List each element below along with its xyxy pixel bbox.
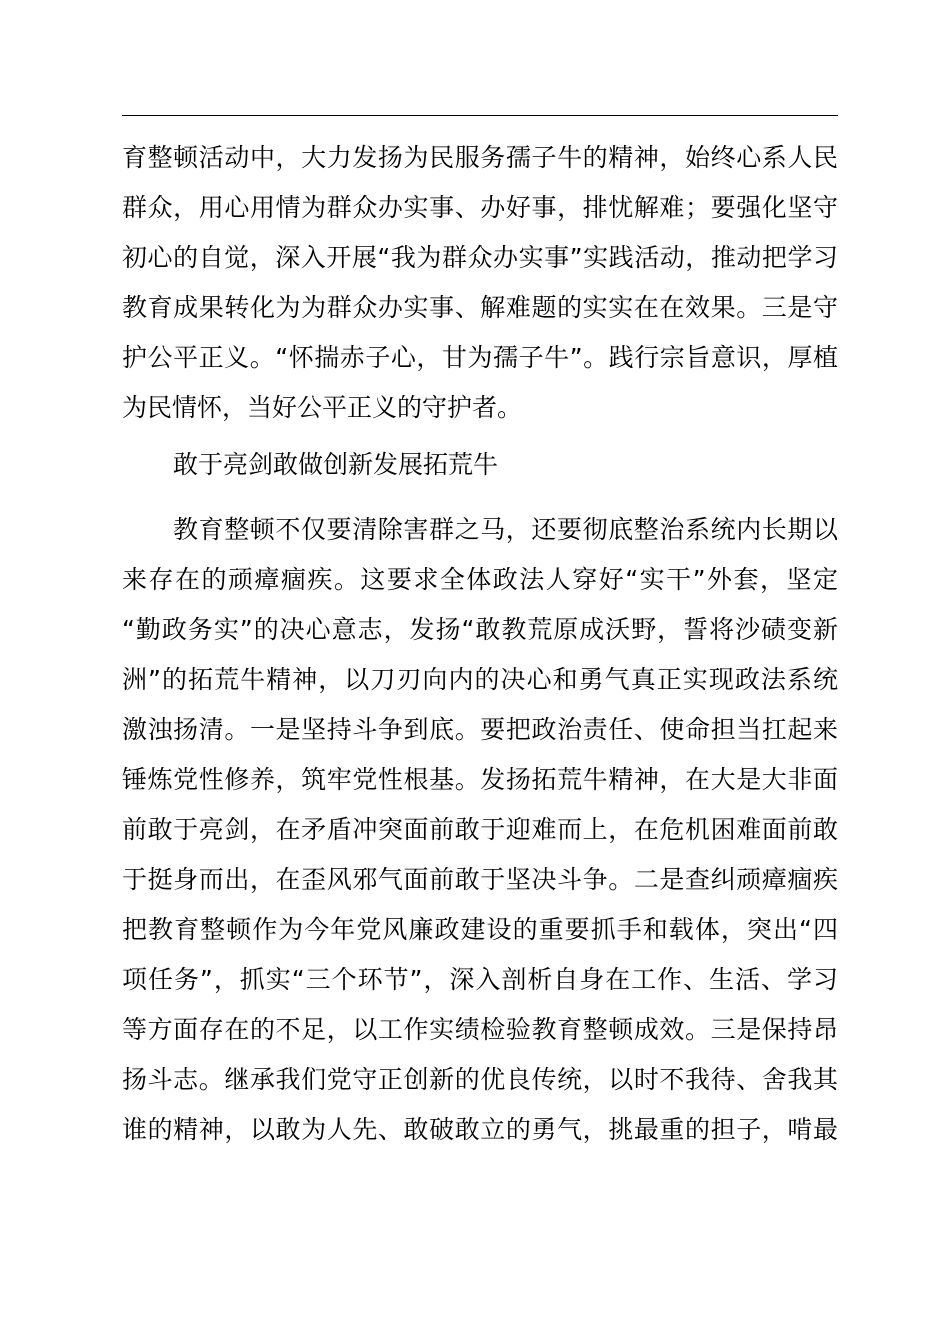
paragraph-line: 初心的自觉，深入开展“我为群众办实事”实践活动，推动把学习: [122, 243, 838, 272]
paragraph-line: 来存在的顽瘴痼疾。这要求全体政法人穿好“实干”外套，坚定: [122, 565, 838, 594]
paragraph-line: 扬斗志。继承我们党守正创新的优良传统，以时不我待、舍我其: [122, 1065, 838, 1094]
paragraph-continued: [122, 133, 838, 433]
paragraph-line: “勤政务实”的决心意志，发扬“敢教荒原成沃野，誓将沙碛变新: [122, 615, 838, 644]
paragraph-line: 锤炼党性修养，筑牢党性根基。发扬拓荒牛精神，在大是大非面: [122, 765, 838, 794]
paragraph-line: 等方面存在的不足，以工作实绩检验教育整顿成效。三是保持昂: [122, 1015, 838, 1044]
section-heading: [122, 440, 838, 490]
paragraph-line: 把教育整顿作为今年党风廉政建设的重要抓手和载体，突出“四: [122, 915, 838, 944]
paragraph-line: 教育整顿不仅要清除害群之马，还要彻底整治系统内长期以: [173, 515, 838, 544]
paragraph-body: [122, 505, 838, 1155]
paragraph-line: 育整顿活动中，大力发扬为民服务孺子牛的精神，始终心系人民: [122, 143, 838, 172]
paragraph-line: 前敢于亮剑，在矛盾冲突面前敢于迎难而上，在危机困难面前敢: [122, 815, 838, 844]
paragraph-line: 群众，用心用情为群众办实事、办好事，排忧解难；要强化坚守: [122, 193, 838, 222]
header-rule: [122, 115, 838, 116]
paragraph-line: 项任务”，抓实“三个环节”，深入剖析自身在工作、生活、学习: [122, 965, 838, 994]
section-heading-text: 敢于亮剑敢做创新发展拓荒牛: [173, 450, 499, 479]
paragraph-line: 护公平正义。“怀揣赤子心，甘为孺子牛”。践行宗旨意识，厚植: [122, 343, 838, 372]
paragraph-line: 激浊扬清。一是坚持斗争到底。要把政治责任、使命担当扛起来: [122, 715, 838, 744]
paragraph-line: 为民情怀，当好公平正义的守护者。: [122, 393, 523, 422]
paragraph-line: 洲”的拓荒牛精神，以刀刃向内的决心和勇气真正实现政法系统: [122, 665, 838, 694]
paragraph-line: 教育成果转化为为群众办实事、解难题的实实在在效果。三是守: [122, 293, 838, 322]
paragraph-line: 于挺身而出，在歪风邪气面前敢于坚决斗争。二是查纠顽瘴痼疾: [122, 865, 838, 894]
paragraph-line: 谁的精神，以敢为人先、敢破敢立的勇气，挑最重的担子，啃最: [122, 1115, 838, 1144]
